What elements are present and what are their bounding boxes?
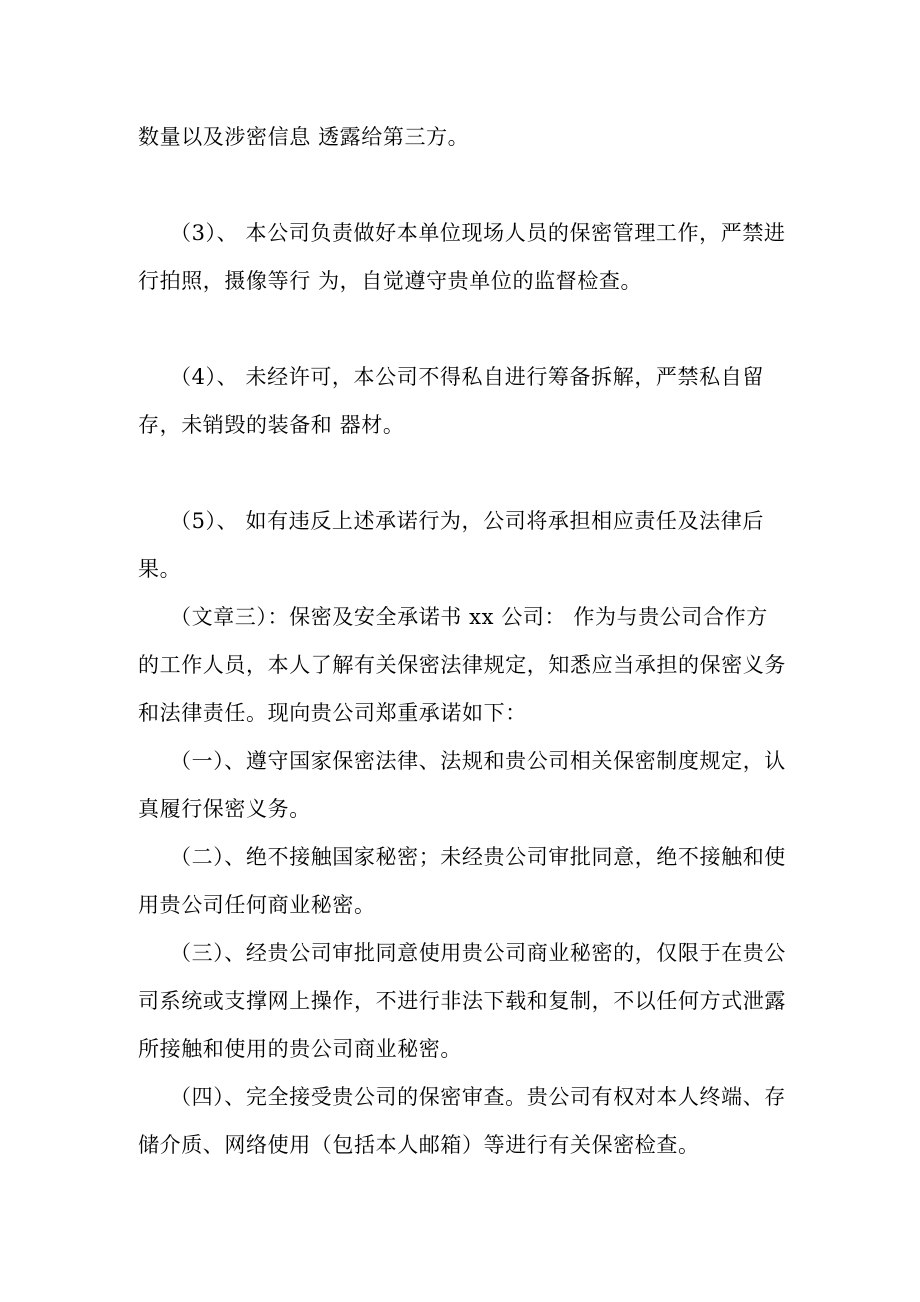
paragraph-item-5: （5）、 如有违反上述承诺行为，公司将承担相应责任及法律后果。 bbox=[138, 509, 764, 581]
paragraph-pledge-two: （二）、绝不接触国家秘密；未经贵公司审批同意，绝不接触和使用贵公司任何商业秘密。 bbox=[138, 845, 786, 917]
paragraph-pledge-one: （一）、遵守国家保密法律、法规和贵公司相关保密制度规定，认真履行保密义务。 bbox=[138, 749, 786, 821]
paragraph-1: 数量以及涉密信息 透露给第三方。 bbox=[138, 125, 470, 149]
paragraph-pledge-four: （四）、完全接受贵公司的保密审查。贵公司有权对本人终端、存储介质、网络使用（包括本人邮箱）等进行有关保密检查。 bbox=[138, 1085, 786, 1157]
paragraph-article-three: （文章三）：保密及安全承诺书 xx 公司： 作为与贵公司合作方的工作人员，本人了解有关保密法律规定，知悉应当承担的保密义务和法律责任。现向贵公司郑重承诺如下： bbox=[138, 605, 786, 725]
paragraph-item-3: （3）、 本公司负责做好本单位现场人员的保密管理工作，严禁进行拍照，摄像等行 为，自觉遵守贵单位的监督检查。 bbox=[138, 221, 786, 293]
paragraph-item-4: （4）、 未经许可，本公司不得私自进行筹备拆解，严禁私自留存，未销毁的装备和 器材。 bbox=[138, 365, 764, 437]
paragraph-pledge-three: （三）、经贵公司审批同意使用贵公司商业秘密的，仅限于在贵公司系统或支撑网上操作，不进行非法下载和复制，不以任何方式泄露所接触和使用的贵公司商业秘密。 bbox=[138, 941, 786, 1061]
